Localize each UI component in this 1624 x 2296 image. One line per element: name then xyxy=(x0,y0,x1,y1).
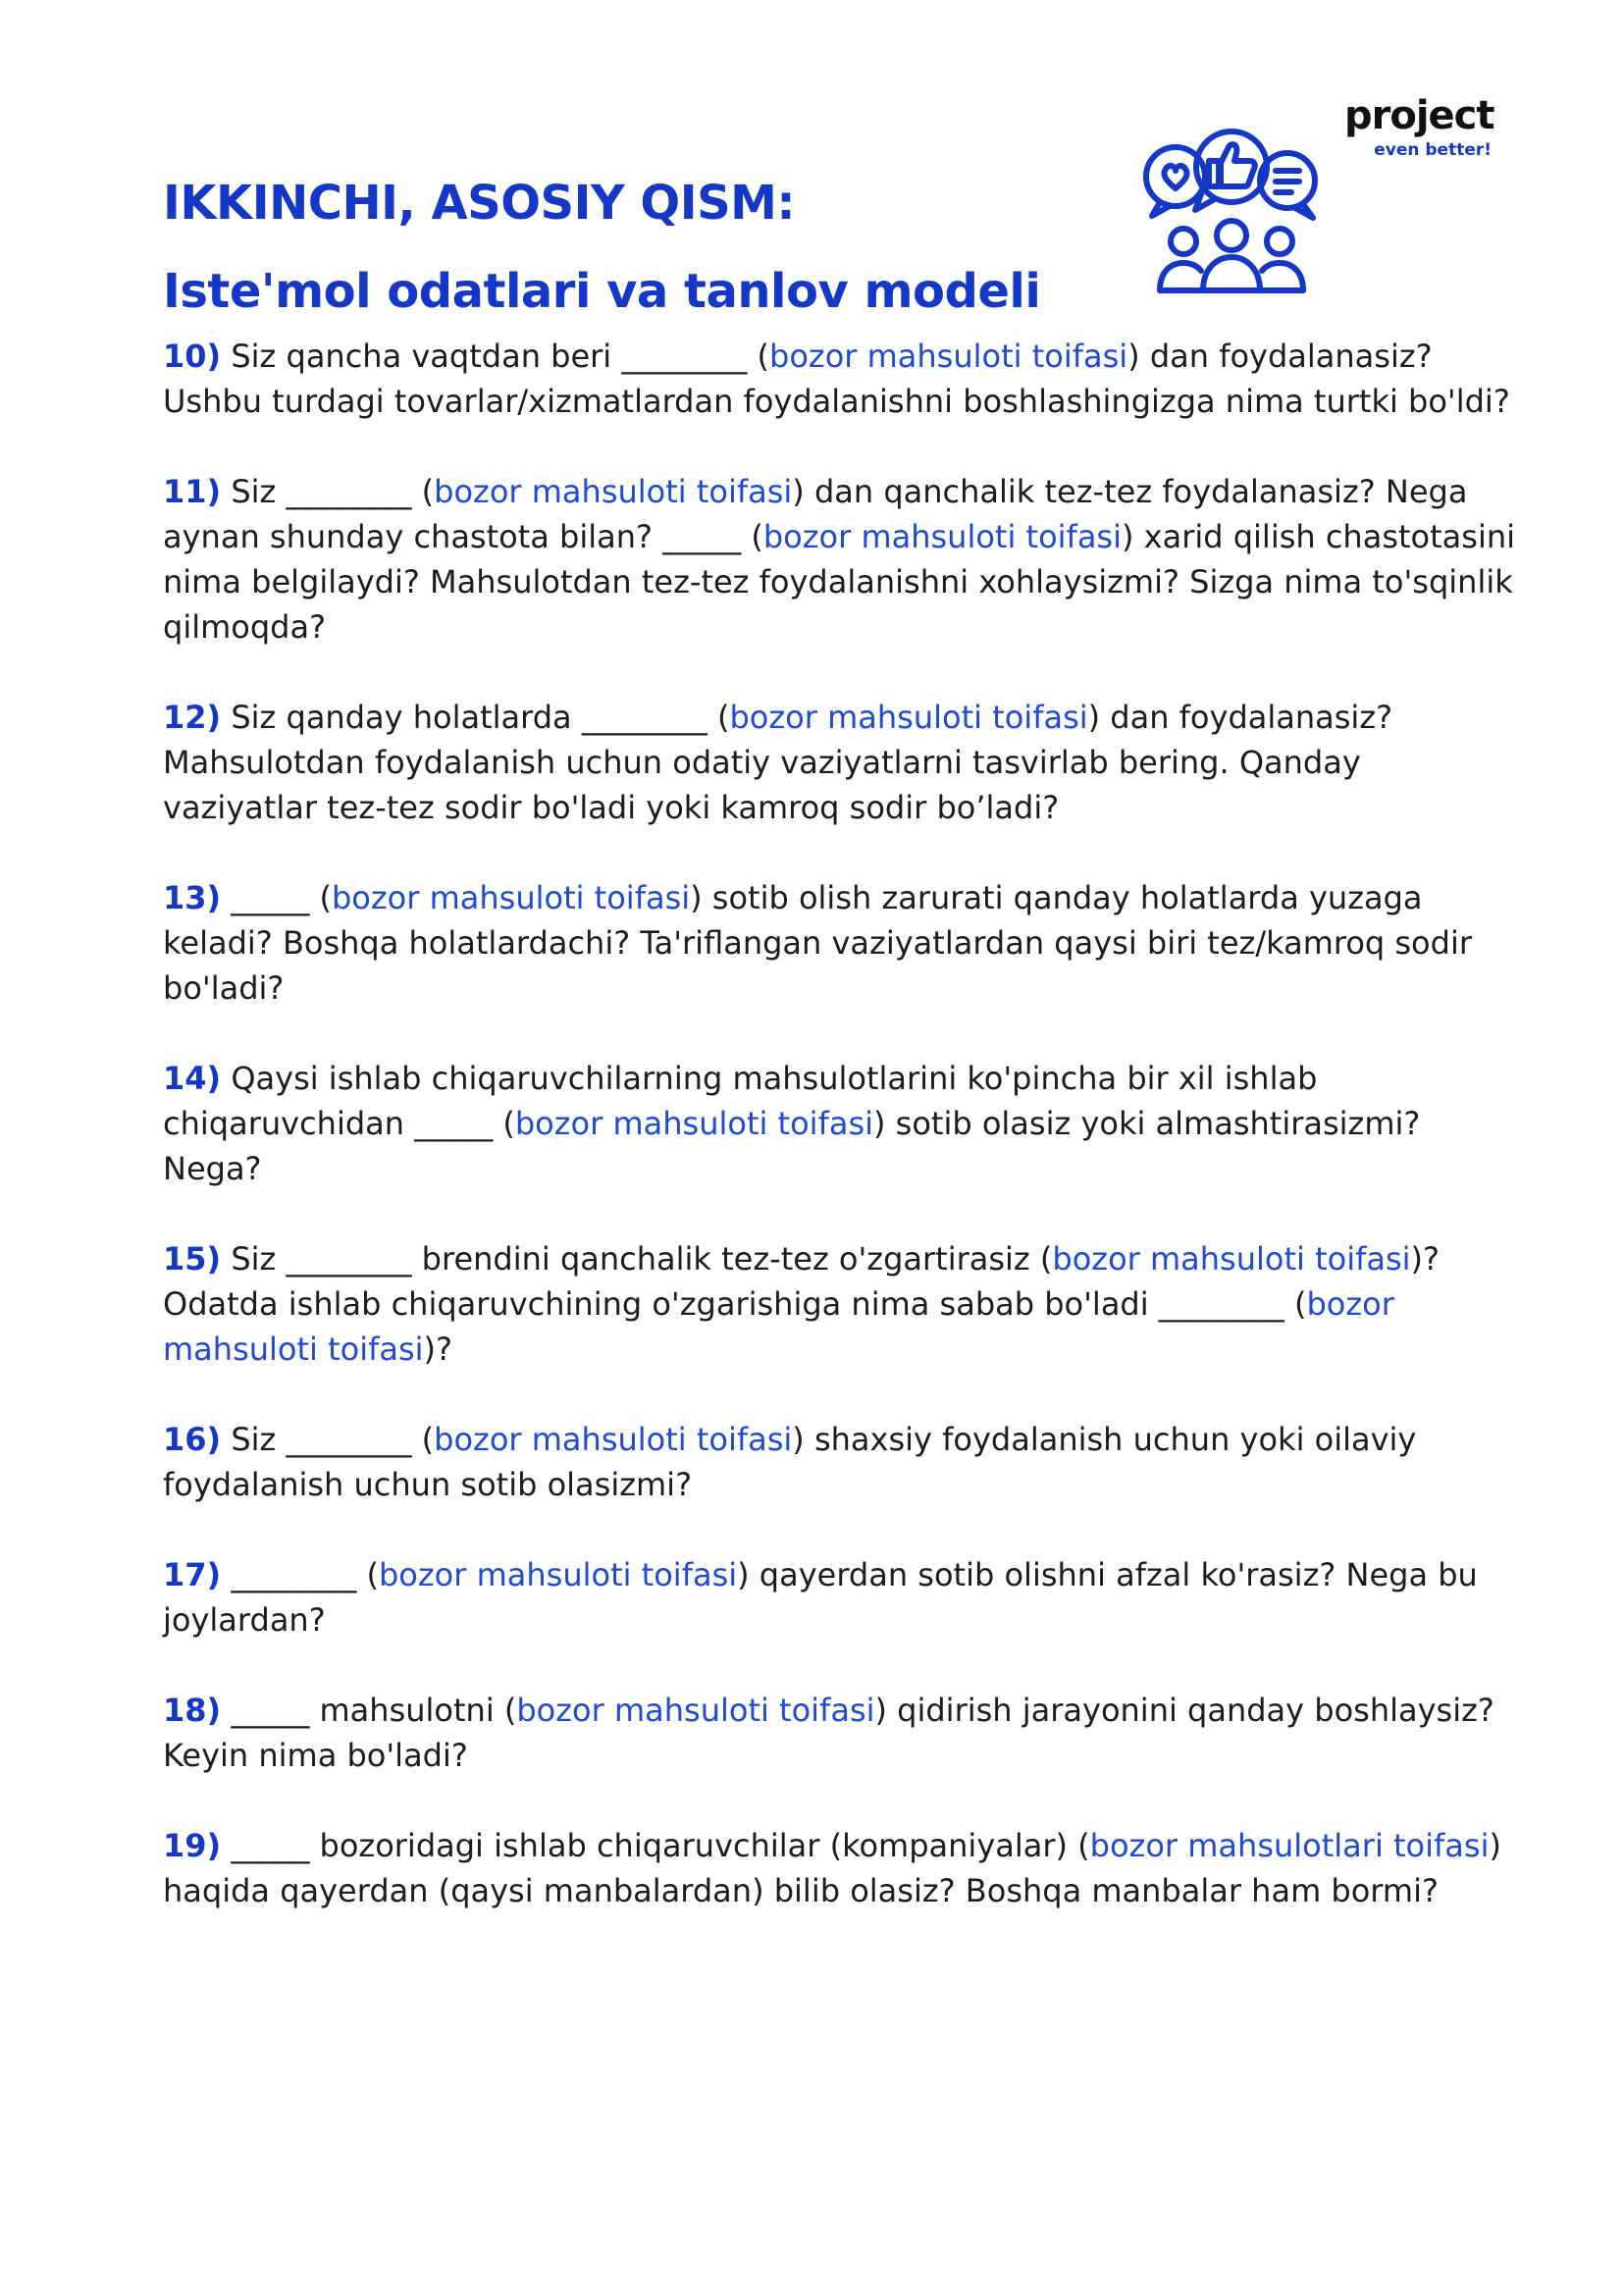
brand-tagline: even better! xyxy=(1374,140,1492,160)
category-placeholder: bozor mahsuloti toifasi xyxy=(514,1105,873,1142)
question-16 xyxy=(163,1417,1517,1507)
question-text: ________ ( xyxy=(221,1556,379,1593)
people-group-icon xyxy=(1160,221,1303,290)
question-text: ) qidirish jarayonini qanday boshlaysiz? Keyin nima bo'ladi? xyxy=(163,1692,1494,1774)
question-number: 11) xyxy=(163,473,222,510)
question-text: _____ ( xyxy=(221,879,332,916)
question-text: ) sotib olasiz yoki almashtirasizmi? Nega? xyxy=(163,1105,1421,1187)
question-text: ) dan foydalanasiz? Mahsulotdan foydalanish uchun odatiy vaziyatlarni tasvirlab bering. Qanday vaziyatlar tez-tez sodir bo'ladi yoki kamroq sodir bo’ladi? xyxy=(163,699,1393,826)
category-placeholder: bozor mahsuloti toifasi xyxy=(331,879,691,916)
category-placeholder: bozor mahsuloti toifasi xyxy=(762,518,1122,555)
question-text: ) shaxsiy foydalanish uchun yoki oilaviy foydalanish uchun sotib olasizmi? xyxy=(163,1421,1417,1503)
question-number: 15) xyxy=(163,1240,222,1278)
question-number: 10) xyxy=(163,338,222,375)
question-number: 13) xyxy=(163,879,222,916)
question-10 xyxy=(163,334,1517,424)
question-number: 18) xyxy=(163,1692,222,1729)
question-13 xyxy=(163,875,1517,1011)
question-text: _____ bozoridagi ishlab chiqaruvchilar (kompaniyalar) ( xyxy=(221,1827,1090,1864)
category-placeholder: bozor mahsuloti toifasi xyxy=(729,699,1088,736)
brand-logo xyxy=(1344,94,1492,161)
question-text: Siz ________ ( xyxy=(221,473,435,510)
brand-wordmark: project xyxy=(1344,93,1494,138)
question-text: Siz qanday holatlarda ________ ( xyxy=(221,699,730,736)
question-list xyxy=(163,334,1517,1958)
question-text: ) haqida qayerdan (qaysi manbalardan) bilib olasiz? Boshqa manbalar ham bormi? xyxy=(163,1827,1501,1909)
question-number: 14) xyxy=(163,1060,222,1097)
page-title xyxy=(163,159,1040,336)
question-text: )? xyxy=(423,1331,453,1368)
category-placeholder: bozor mahsulotlari toifasi xyxy=(1089,1827,1490,1864)
question-number: 19) xyxy=(163,1827,222,1864)
category-placeholder: bozor mahsuloti toifasi xyxy=(163,1285,1394,1368)
question-text: _____ mahsulotni ( xyxy=(221,1692,517,1729)
question-11 xyxy=(163,469,1517,650)
question-text: Qaysi ishlab chiqaruvchilarning mahsulotlarini ko'pincha bir xil ishlab chiqaruvchidan _____ ( xyxy=(163,1060,1318,1142)
category-placeholder: bozor mahsuloti toifasi xyxy=(378,1556,738,1593)
category-placeholder: bozor mahsuloti toifasi xyxy=(434,473,793,510)
title-line-2: Iste'mol odatlari va tanlov modeli xyxy=(163,264,1041,319)
category-placeholder: bozor mahsuloti toifasi xyxy=(769,338,1128,375)
question-12 xyxy=(163,695,1517,830)
question-15 xyxy=(163,1236,1517,1372)
question-text: ) sotib olish zarurati qanday holatlarda yuzaga keladi? Boshqa holatlardachi? Ta'riflangan vaziyatlardan qaysi biri tez/kamroq sodir bo'ladi? xyxy=(163,879,1472,1007)
question-19 xyxy=(163,1823,1517,1913)
category-placeholder: bozor mahsuloti toifasi xyxy=(1052,1240,1411,1278)
question-text: Siz ________ brendini qanchalik tez-tez o'zgartirasiz ( xyxy=(221,1240,1053,1278)
question-17 xyxy=(163,1552,1517,1643)
header-illustration xyxy=(1138,126,1325,302)
category-placeholder: bozor mahsuloti toifasi xyxy=(516,1692,875,1729)
question-text: )? Odatda ishlab chiqaruvchining o'zgarishiga nima sabab bo'ladi ________ ( xyxy=(163,1240,1440,1323)
question-text: ) qayerdan sotib olishni afzal ko'rasiz? Nega bu joylardan? xyxy=(163,1556,1478,1639)
question-14 xyxy=(163,1056,1517,1191)
question-text: Siz qancha vaqtdan beri ________ ( xyxy=(221,338,770,375)
category-placeholder: bozor mahsuloti toifasi xyxy=(434,1421,793,1458)
question-text: ) dan qanchalik tez-tez foydalanasiz? Nega aynan shunday chastota bilan? _____ ( xyxy=(163,473,1468,555)
question-number: 12) xyxy=(163,699,222,736)
question-18 xyxy=(163,1688,1517,1778)
question-number: 16) xyxy=(163,1421,222,1458)
question-text: Siz ________ ( xyxy=(221,1421,435,1458)
question-text: ) dan foydalanasiz? Ushbu turdagi tovarlar/xizmatlardan foydalanishni boshlashingizga nima turtki bo'ldi? xyxy=(163,338,1510,420)
question-text: ) xarid qilish chastotasini nima belgilaydi? Mahsulotdan tez-tez foydalanishni xohlaysizmi? Sizga nima to'sqinlik qilmoqda? xyxy=(163,518,1515,646)
question-number: 17) xyxy=(163,1556,222,1593)
title-line-1: IKKINCHI, ASOSIY QISM: xyxy=(163,176,796,231)
